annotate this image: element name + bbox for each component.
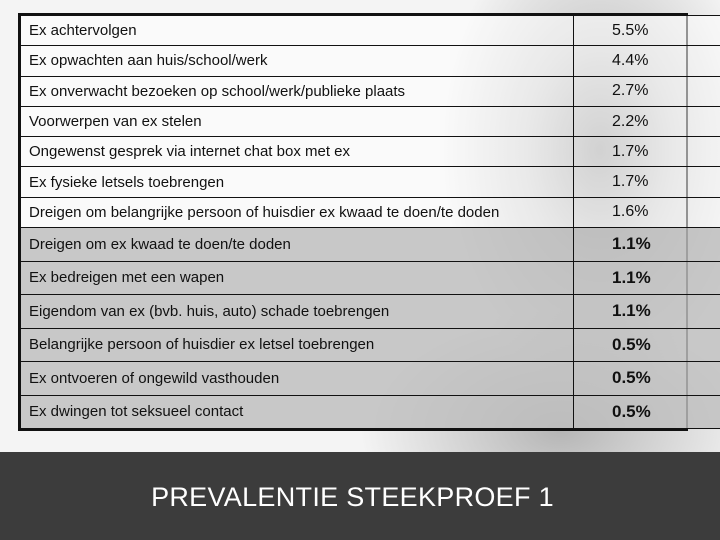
table-row: [21, 137, 720, 167]
behavior-label: Ex onverwacht bezoeken op school/werk/publieke plaats: [21, 76, 574, 106]
table-row: [21, 261, 720, 294]
behavior-label: Ex achtervolgen: [21, 16, 574, 46]
behavior-label: Ex ontvoeren of ongewild vasthouden: [21, 362, 574, 395]
table-row: [21, 295, 720, 328]
prevalence-value: 0.5%: [574, 395, 720, 429]
behavior-label: Eigendom van ex (bvb. huis, auto) schade toebrengen: [21, 295, 574, 328]
prevalence-table: [18, 13, 688, 431]
slide-title: PREVALENTIE STEEKPROEF 1: [151, 482, 554, 512]
table-body: [21, 16, 720, 429]
footer-bar: [0, 452, 720, 540]
behavior-label: Ex fysieke letsels toebrengen: [21, 167, 574, 197]
table-row: [21, 46, 720, 76]
prevalence-value: 0.5%: [574, 328, 720, 361]
behavior-label: Voorwerpen van ex stelen: [21, 106, 574, 136]
behavior-label: Belangrijke persoon of huisdier ex letsel toebrengen: [21, 328, 574, 361]
behavior-label: Ex opwachten aan huis/school/werk: [21, 46, 574, 76]
behavior-label: Ex bedreigen met een wapen: [21, 261, 574, 294]
table-row: [21, 167, 720, 197]
behavior-label: Ongewenst gesprek via internet chat box met ex: [21, 137, 574, 167]
table-row: [21, 395, 720, 429]
prevalence-value: 1.1%: [574, 261, 720, 294]
table-row: [21, 328, 720, 361]
table-row: [21, 197, 720, 227]
prevalence-value: 1.1%: [574, 228, 720, 261]
table-row: [21, 228, 720, 261]
prevalence-value: 4.4%: [574, 46, 720, 76]
prevalence-value: 2.2%: [574, 106, 720, 136]
table-row: [21, 362, 720, 395]
behavior-label: Dreigen om belangrijke persoon of huisdier ex kwaad te doen/te doden: [21, 197, 574, 227]
behavior-label: Dreigen om ex kwaad te doen/te doden: [21, 228, 574, 261]
table-row: [21, 76, 720, 106]
prevalence-value: 1.7%: [574, 167, 720, 197]
prevalence-value: 2.7%: [574, 76, 720, 106]
prevalence-value: 1.6%: [574, 197, 720, 227]
table-row: [21, 106, 720, 136]
prevalence-value: 1.7%: [574, 137, 720, 167]
prevalence-value: 1.1%: [574, 295, 720, 328]
prevalence-value: 0.5%: [574, 362, 720, 395]
table-row: [21, 16, 720, 46]
behavior-label: Ex dwingen tot seksueel contact: [21, 395, 574, 429]
prevalence-value: 5.5%: [574, 16, 720, 46]
